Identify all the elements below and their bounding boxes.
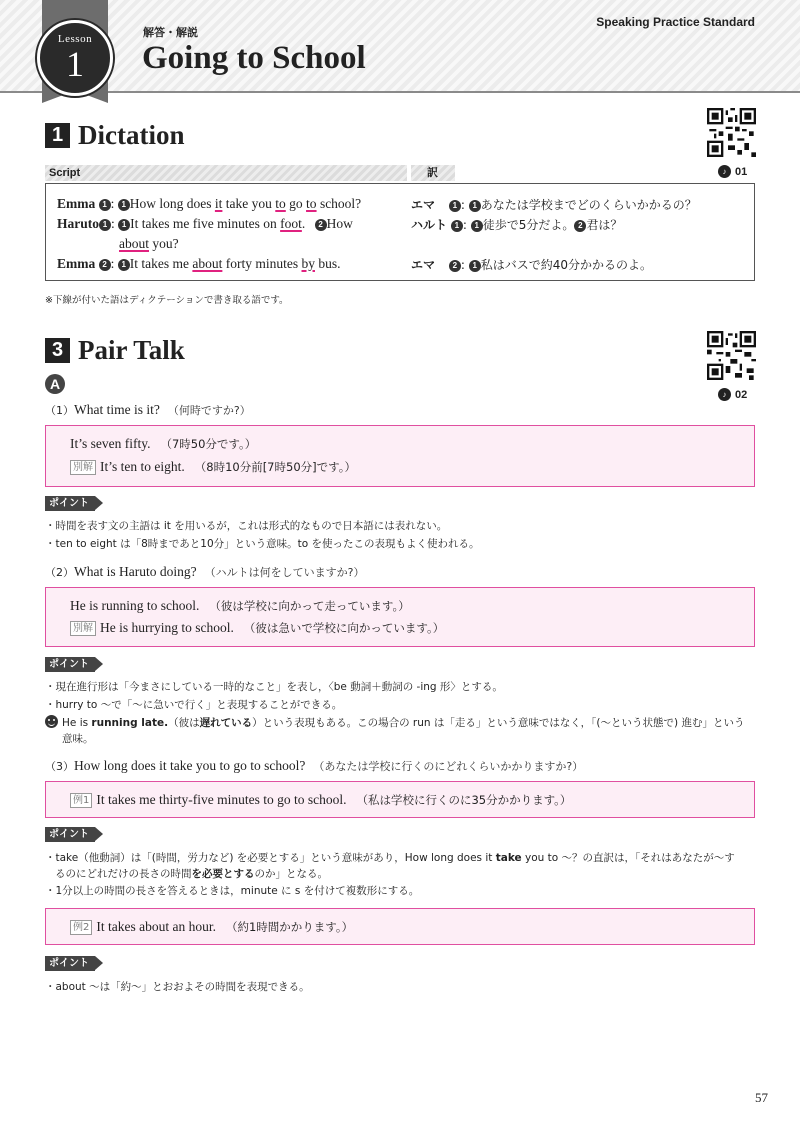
qr-code-icon[interactable] (707, 331, 756, 380)
audio-icon: ♪ (718, 165, 731, 178)
lesson-title: Going to School (142, 40, 366, 76)
answer-text: He is running to school. (70, 598, 200, 613)
script-line: Emma 2 : 1 It takes me about forty minutes by bus. (57, 256, 341, 271)
audio-track[interactable] (718, 165, 747, 178)
bullet-bold: running late. (91, 717, 169, 729)
point-bullet (45, 850, 735, 865)
turn-marker: 2 (449, 260, 461, 272)
script-box (45, 183, 755, 281)
sentence-marker: 1 (118, 219, 130, 231)
bullet-bold: 遅れている (199, 717, 253, 729)
answer-translation: （約1時間かかります。） (225, 920, 354, 934)
script-text: . (301, 216, 306, 231)
point-bullet: ・現在進行形は「今まさにしている一時的なこと」を表し，〈be 動詞＋動詞の -ing 形〉とする。 (45, 681, 503, 693)
script-text: It takes me five minutes on (130, 216, 281, 231)
question-3 (45, 758, 583, 774)
turn-marker: 1 (99, 199, 111, 211)
bullet-text: （彼は (168, 717, 200, 729)
page-header (0, 0, 800, 93)
pair-talk-heading (45, 335, 185, 366)
answer-box-4 (45, 908, 755, 945)
translation-line: ハルト 1 : 1 徒歩で5分だよ。 2 君は？ (411, 218, 623, 232)
section-number: 3 (45, 338, 70, 363)
sentence-marker: 1 (471, 220, 483, 232)
script-text: How (326, 216, 353, 231)
dictation-word: by (301, 256, 315, 271)
translation-line: エマ 1 : 1 あなたは学校までどのくらいかかるの？ (411, 198, 697, 212)
bullet-text: のか」となる。 (254, 868, 328, 880)
example-tag: 例2 (70, 920, 92, 935)
question-text: How long does it take you to go to school? (74, 758, 306, 773)
smile-icon (45, 715, 58, 728)
section-title: Pair Talk (78, 335, 185, 365)
script-text: How long does (129, 196, 215, 211)
sentence-marker: 2 (315, 219, 327, 231)
answer-line (70, 598, 410, 614)
sentence-marker: 1 (469, 200, 481, 212)
point-bullet: ・hurry to ～で「～に急いで行く」と表現することができる。 (45, 699, 343, 711)
turn-marker: 1 (449, 200, 461, 212)
turn-marker: 1 (99, 219, 111, 231)
answer-text: It takes about an hour. (96, 919, 216, 934)
answer-translation: （私は学校に行くのに35分かかります。） (356, 793, 572, 807)
audio-track-number: 02 (735, 388, 748, 401)
point-bullet-tip (45, 715, 744, 730)
script-line: Emma 1 : 1 How long does it take you to go to school? (57, 196, 362, 211)
speaker-name-jp: エマ (411, 258, 436, 272)
answer-text: He is hurrying to school. (100, 620, 234, 635)
sentence-marker: 2 (574, 220, 586, 232)
section-number: 1 (45, 123, 70, 148)
turn-marker: 1 (451, 220, 463, 232)
answer-text: It’s seven fifty. (70, 436, 151, 451)
lesson-badge (37, 20, 113, 96)
point-bullet: ・時間を表す文の主語は it を用いるが，これは形式的なもので日本語には表れない。 (45, 520, 448, 532)
alternative-tag: 別解 (70, 621, 96, 636)
point-bullet: ・about ～は「約～」とおおよその時間を表現できる。 (45, 981, 310, 993)
answer-line (70, 792, 571, 808)
script-label: Script (45, 165, 407, 181)
turn-marker: 2 (99, 259, 111, 271)
question-number: （3） (45, 760, 74, 773)
script-text: go (285, 196, 307, 211)
script-text: you? (149, 236, 179, 251)
header-subtitle: 解答・解説 (143, 26, 198, 39)
answer-text: It’s ten to eight. (100, 459, 185, 474)
alternative-tag: 別解 (70, 460, 96, 475)
speaker-name: Emma (57, 256, 96, 271)
bullet-text: ・take（他動詞）は「(時間，労力など) を必要とする」という意味があり，How long does it (45, 852, 496, 864)
question-number: （2） (45, 566, 74, 579)
script-line-continued (119, 236, 179, 252)
script-text: It takes me (129, 256, 193, 271)
script-text: school? (316, 196, 362, 211)
question-text: What time is it? (74, 402, 160, 417)
example-tag: 例1 (70, 793, 92, 808)
audio-icon: ♪ (718, 388, 731, 401)
answer-translation: （彼は急いで学校に向かっています。） (243, 621, 445, 635)
point-label: ポイント (45, 496, 95, 511)
bullet-bold: を必要とする (191, 868, 255, 880)
answer-line (70, 620, 444, 636)
audio-track[interactable] (718, 388, 747, 401)
dictation-word: about (119, 236, 149, 251)
bullet-text: you to ～？の直訳は，「それはあなたが～す (521, 852, 735, 864)
dictation-word: it (214, 196, 223, 211)
part-marker: A (45, 374, 65, 394)
speaker-name-jp: ハルト (411, 218, 448, 232)
lesson-label: Lesson (57, 33, 93, 45)
translation-text: 私はバスで約40分かかるのよ。 (480, 258, 652, 272)
script-text: bus. (315, 256, 341, 271)
bullet-text: るのにどれだけの長さの時間 (55, 868, 192, 880)
script-text: take you (222, 196, 276, 211)
question-1 (45, 402, 251, 418)
bullet-bold: take (495, 852, 522, 864)
series-name: Speaking Practice Standard (596, 15, 755, 29)
lesson-number: 1 (66, 44, 84, 84)
question-number: （1） (45, 404, 74, 417)
point-label: ポイント (45, 956, 95, 971)
sentence-marker: 1 (118, 259, 130, 271)
dictation-word: to (275, 196, 286, 211)
sentence-marker: 1 (469, 260, 481, 272)
answer-line (70, 459, 356, 475)
point-bullet: ・ten to eight は「8時まであと10分」という意味。to を使ったこの表現もよく使われる。 (45, 538, 480, 550)
script-text: forty minutes (222, 256, 302, 271)
qr-code-icon[interactable] (707, 108, 756, 157)
answer-box-1 (45, 425, 755, 487)
speaker-name-jp: エマ (411, 198, 436, 212)
bullet-text: He is (62, 717, 92, 729)
translation-line: エマ 2 : 1 私はバスで約40分かかるのよ。 (411, 258, 652, 272)
question-translation: （何時ですか?） (167, 404, 251, 417)
answer-line (70, 919, 353, 935)
bullet-text: ）という表現もある。この場合の run は「走る」という意味ではなく，「(～という状態で) 進む」という (252, 717, 745, 729)
dictation-word: about (192, 256, 223, 271)
answer-text: It takes me thirty-five minutes to go to school. (96, 792, 347, 807)
page-number: 57 (755, 1090, 768, 1105)
translation-text: 君は？ (586, 218, 623, 232)
dictation-note: ※下線が付いた語はディクテーションで書き取る語です。 (45, 295, 289, 306)
question-translation: （あなたは学校に行くのにどれくらいかかりますか?） (313, 760, 584, 773)
translation-text: あなたは学校までどのくらいかかるの？ (480, 198, 697, 212)
point-bullet-continued: 意味。 (62, 733, 94, 745)
answer-translation: （彼は学校に向かって走っています。） (209, 599, 410, 613)
dictation-word: foot (280, 216, 302, 231)
question-2 (45, 564, 364, 580)
point-bullet-continued (55, 866, 328, 881)
question-translation: （ハルトは何をしていますか?） (204, 566, 365, 579)
question-text: What is Haruto doing? (74, 564, 197, 579)
point-bullet: ・1分以上の時間の長さを答えるときは，minute に s を付けて複数形にする。 (45, 885, 420, 897)
speaker-name: Emma (57, 196, 96, 211)
answer-box-3 (45, 781, 755, 818)
answer-translation: （8時10分前[7時50分]です。） (194, 460, 356, 474)
speaker-name: Haruto (57, 216, 99, 231)
script-line: Haruto 1 : 1 It takes me five minutes on foot. 2 How (57, 216, 353, 231)
answer-translation: （7時50分です。） (160, 437, 257, 451)
translation-label: 訳 (411, 165, 455, 181)
translation-text: 徒歩で5分だよ。 (482, 218, 575, 232)
dictation-word: to (306, 196, 317, 211)
point-label: ポイント (45, 827, 95, 842)
answer-line (70, 436, 256, 452)
point-label: ポイント (45, 657, 95, 672)
dictation-heading (45, 120, 184, 151)
audio-track-number: 01 (735, 165, 748, 178)
sentence-marker: 1 (118, 199, 130, 211)
section-title: Dictation (78, 120, 185, 150)
answer-box-2 (45, 587, 755, 647)
